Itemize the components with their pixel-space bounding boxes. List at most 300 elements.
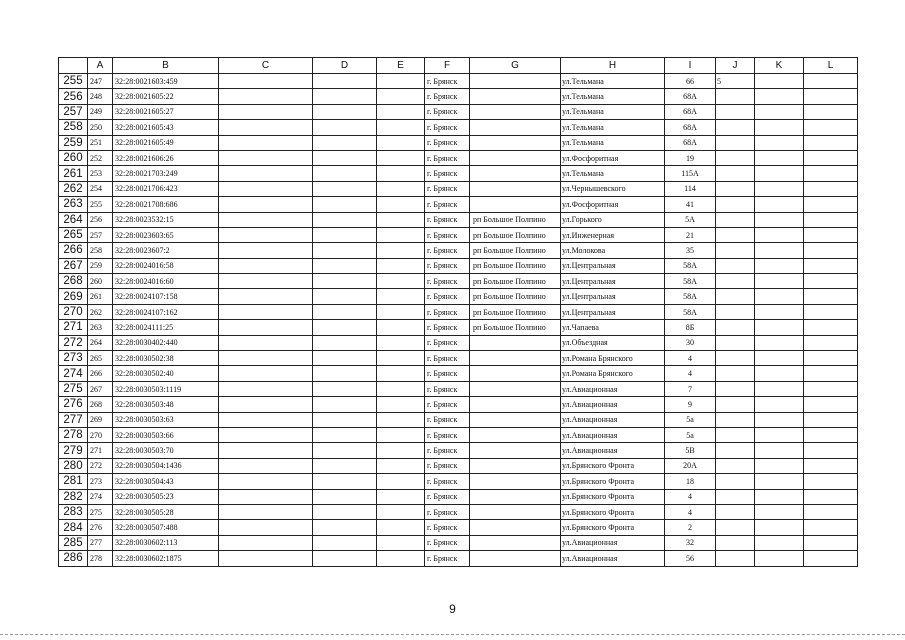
row-number[interactable]: 277 bbox=[59, 412, 88, 427]
row-number[interactable]: 262 bbox=[59, 181, 88, 196]
cell-l[interactable] bbox=[804, 535, 858, 550]
cell-f-city[interactable]: г. Брянск bbox=[425, 443, 470, 458]
cell-h-street[interactable]: ул.Тельмана bbox=[561, 120, 665, 135]
cell-f-city[interactable]: г. Брянск bbox=[425, 458, 470, 473]
cell-j[interactable] bbox=[716, 227, 755, 242]
cell-g-settlement[interactable] bbox=[470, 474, 561, 489]
row-number[interactable]: 271 bbox=[59, 320, 88, 335]
cell-k[interactable] bbox=[755, 427, 804, 442]
cell-j[interactable]: 5 bbox=[716, 74, 755, 89]
cell-c[interactable] bbox=[219, 104, 313, 119]
cell-d[interactable] bbox=[313, 351, 377, 366]
cell-i-house[interactable]: 5В bbox=[665, 443, 716, 458]
cell-k[interactable] bbox=[755, 381, 804, 396]
cell-g-settlement[interactable]: рп Большое Полпино bbox=[470, 212, 561, 227]
cell-k[interactable] bbox=[755, 212, 804, 227]
cell-k[interactable] bbox=[755, 551, 804, 566]
cell-e[interactable] bbox=[377, 243, 425, 258]
cell-e[interactable] bbox=[377, 166, 425, 181]
cell-a[interactable]: 255 bbox=[88, 197, 113, 212]
cell-a[interactable]: 256 bbox=[88, 212, 113, 227]
cell-a[interactable]: 271 bbox=[88, 443, 113, 458]
cell-c[interactable] bbox=[219, 150, 313, 165]
cell-k[interactable] bbox=[755, 243, 804, 258]
cell-l[interactable] bbox=[804, 104, 858, 119]
cell-j[interactable] bbox=[716, 212, 755, 227]
cell-l[interactable] bbox=[804, 120, 858, 135]
cell-j[interactable] bbox=[716, 104, 755, 119]
cell-c[interactable] bbox=[219, 227, 313, 242]
cell-k[interactable] bbox=[755, 366, 804, 381]
cell-d[interactable] bbox=[313, 458, 377, 473]
cell-a[interactable]: 265 bbox=[88, 351, 113, 366]
cell-g-settlement[interactable]: рп Большое Полпино bbox=[470, 320, 561, 335]
cell-k[interactable] bbox=[755, 474, 804, 489]
row-number[interactable]: 265 bbox=[59, 227, 88, 242]
cell-c[interactable] bbox=[219, 489, 313, 504]
cell-l[interactable] bbox=[804, 89, 858, 104]
cell-a[interactable]: 249 bbox=[88, 104, 113, 119]
cell-i-house[interactable]: 115А bbox=[665, 166, 716, 181]
cell-d[interactable] bbox=[313, 535, 377, 550]
cell-k[interactable] bbox=[755, 120, 804, 135]
cell-a[interactable]: 260 bbox=[88, 274, 113, 289]
cell-k[interactable] bbox=[755, 397, 804, 412]
cell-b-cadastral-number[interactable]: 32:28:0030503:70 bbox=[113, 443, 219, 458]
cell-i-house[interactable]: 68А bbox=[665, 104, 716, 119]
cell-i-house[interactable]: 68А bbox=[665, 89, 716, 104]
cell-c[interactable] bbox=[219, 427, 313, 442]
cell-d[interactable] bbox=[313, 166, 377, 181]
cell-k[interactable] bbox=[755, 458, 804, 473]
cell-i-house[interactable]: 41 bbox=[665, 197, 716, 212]
cell-l[interactable] bbox=[804, 474, 858, 489]
cell-d[interactable] bbox=[313, 197, 377, 212]
cell-k[interactable] bbox=[755, 166, 804, 181]
cell-b-cadastral-number[interactable]: 32:28:0021605:43 bbox=[113, 120, 219, 135]
cell-k[interactable] bbox=[755, 520, 804, 535]
cell-h-street[interactable]: ул.Центральная bbox=[561, 289, 665, 304]
cell-e[interactable] bbox=[377, 212, 425, 227]
cell-c[interactable] bbox=[219, 520, 313, 535]
cell-a[interactable]: 275 bbox=[88, 504, 113, 519]
cell-j[interactable] bbox=[716, 197, 755, 212]
cell-a[interactable]: 272 bbox=[88, 458, 113, 473]
column-header-l[interactable]: L bbox=[804, 58, 858, 74]
cell-k[interactable] bbox=[755, 335, 804, 350]
cell-h-street[interactable]: ул.Молокова bbox=[561, 243, 665, 258]
row-number[interactable]: 261 bbox=[59, 166, 88, 181]
cell-g-settlement[interactable] bbox=[470, 120, 561, 135]
cell-f-city[interactable]: г. Брянск bbox=[425, 304, 470, 319]
cell-e[interactable] bbox=[377, 551, 425, 566]
cell-j[interactable] bbox=[716, 89, 755, 104]
cell-b-cadastral-number[interactable]: 32:28:0021703:249 bbox=[113, 166, 219, 181]
cell-c[interactable] bbox=[219, 197, 313, 212]
cell-d[interactable] bbox=[313, 258, 377, 273]
cell-l[interactable] bbox=[804, 135, 858, 150]
cell-d[interactable] bbox=[313, 335, 377, 350]
cell-l[interactable] bbox=[804, 489, 858, 504]
cell-e[interactable] bbox=[377, 104, 425, 119]
cell-d[interactable] bbox=[313, 504, 377, 519]
cell-g-settlement[interactable] bbox=[470, 412, 561, 427]
column-header-h[interactable]: H bbox=[561, 58, 665, 74]
cell-g-settlement[interactable]: рп Большое Полпино bbox=[470, 289, 561, 304]
cell-c[interactable] bbox=[219, 212, 313, 227]
cell-e[interactable] bbox=[377, 289, 425, 304]
cell-e[interactable] bbox=[377, 227, 425, 242]
cell-a[interactable]: 263 bbox=[88, 320, 113, 335]
cell-b-cadastral-number[interactable]: 32:28:0024107:162 bbox=[113, 304, 219, 319]
row-number[interactable]: 285 bbox=[59, 535, 88, 550]
cell-b-cadastral-number[interactable]: 32:28:0030503:66 bbox=[113, 427, 219, 442]
cell-g-settlement[interactable] bbox=[470, 104, 561, 119]
cell-g-settlement[interactable] bbox=[470, 427, 561, 442]
cell-i-house[interactable]: 66 bbox=[665, 74, 716, 89]
cell-a[interactable]: 266 bbox=[88, 366, 113, 381]
cell-i-house[interactable]: 18 bbox=[665, 474, 716, 489]
cell-e[interactable] bbox=[377, 397, 425, 412]
cell-j[interactable] bbox=[716, 274, 755, 289]
cell-e[interactable] bbox=[377, 381, 425, 396]
cell-a[interactable]: 276 bbox=[88, 520, 113, 535]
cell-f-city[interactable]: г. Брянск bbox=[425, 474, 470, 489]
cell-a[interactable]: 268 bbox=[88, 397, 113, 412]
cell-g-settlement[interactable] bbox=[470, 381, 561, 396]
cell-k[interactable] bbox=[755, 351, 804, 366]
row-number[interactable]: 268 bbox=[59, 274, 88, 289]
cell-k[interactable] bbox=[755, 412, 804, 427]
column-header-b[interactable]: B bbox=[113, 58, 219, 74]
cell-l[interactable] bbox=[804, 258, 858, 273]
cell-b-cadastral-number[interactable]: 32:28:0030602:113 bbox=[113, 535, 219, 550]
row-number[interactable]: 275 bbox=[59, 381, 88, 396]
cell-g-settlement[interactable]: рп Большое Полпино bbox=[470, 274, 561, 289]
cell-i-house[interactable]: 7 bbox=[665, 381, 716, 396]
cell-h-street[interactable]: ул.Фосфоритная bbox=[561, 197, 665, 212]
cell-e[interactable] bbox=[377, 181, 425, 196]
cell-f-city[interactable]: г. Брянск bbox=[425, 120, 470, 135]
cell-c[interactable] bbox=[219, 274, 313, 289]
cell-b-cadastral-number[interactable]: 32:28:0024107:158 bbox=[113, 289, 219, 304]
row-number[interactable]: 274 bbox=[59, 366, 88, 381]
cell-f-city[interactable]: г. Брянск bbox=[425, 489, 470, 504]
cell-b-cadastral-number[interactable]: 32:28:0024016:58 bbox=[113, 258, 219, 273]
cell-b-cadastral-number[interactable]: 32:28:0021605:22 bbox=[113, 89, 219, 104]
cell-f-city[interactable]: г. Брянск bbox=[425, 427, 470, 442]
cell-l[interactable] bbox=[804, 351, 858, 366]
cell-l[interactable] bbox=[804, 197, 858, 212]
cell-k[interactable] bbox=[755, 320, 804, 335]
cell-d[interactable] bbox=[313, 427, 377, 442]
cell-k[interactable] bbox=[755, 197, 804, 212]
row-number[interactable]: 263 bbox=[59, 197, 88, 212]
cell-a[interactable]: 259 bbox=[88, 258, 113, 273]
column-header-d[interactable]: D bbox=[313, 58, 377, 74]
cell-c[interactable] bbox=[219, 258, 313, 273]
row-number[interactable]: 282 bbox=[59, 489, 88, 504]
cell-d[interactable] bbox=[313, 150, 377, 165]
cell-l[interactable] bbox=[804, 397, 858, 412]
cell-g-settlement[interactable] bbox=[470, 458, 561, 473]
cell-d[interactable] bbox=[313, 212, 377, 227]
cell-l[interactable] bbox=[804, 443, 858, 458]
cell-d[interactable] bbox=[313, 397, 377, 412]
cell-c[interactable] bbox=[219, 458, 313, 473]
cell-l[interactable] bbox=[804, 212, 858, 227]
cell-h-street[interactable]: ул.Брянского Фронта bbox=[561, 458, 665, 473]
cell-l[interactable] bbox=[804, 150, 858, 165]
cell-j[interactable] bbox=[716, 427, 755, 442]
cell-j[interactable] bbox=[716, 120, 755, 135]
cell-i-house[interactable]: 2 bbox=[665, 520, 716, 535]
cell-b-cadastral-number[interactable]: 32:28:0024016:60 bbox=[113, 274, 219, 289]
cell-j[interactable] bbox=[716, 351, 755, 366]
cell-j[interactable] bbox=[716, 150, 755, 165]
cell-b-cadastral-number[interactable]: 32:28:0023603:65 bbox=[113, 227, 219, 242]
cell-i-house[interactable]: 5а bbox=[665, 412, 716, 427]
row-number[interactable]: 279 bbox=[59, 443, 88, 458]
row-number[interactable]: 258 bbox=[59, 120, 88, 135]
cell-i-house[interactable]: 4 bbox=[665, 366, 716, 381]
cell-i-house[interactable]: 68А bbox=[665, 135, 716, 150]
cell-f-city[interactable]: г. Брянск bbox=[425, 535, 470, 550]
cell-l[interactable] bbox=[804, 520, 858, 535]
cell-c[interactable] bbox=[219, 504, 313, 519]
cell-c[interactable] bbox=[219, 335, 313, 350]
cell-d[interactable] bbox=[313, 551, 377, 566]
cell-c[interactable] bbox=[219, 397, 313, 412]
cell-k[interactable] bbox=[755, 289, 804, 304]
cell-c[interactable] bbox=[219, 551, 313, 566]
cell-h-street[interactable]: ул.Тельмана bbox=[561, 104, 665, 119]
cell-j[interactable] bbox=[716, 397, 755, 412]
cell-h-street[interactable]: ул.Чапаева bbox=[561, 320, 665, 335]
cell-h-street[interactable]: ул.Центральная bbox=[561, 274, 665, 289]
row-number[interactable]: 257 bbox=[59, 104, 88, 119]
cell-h-street[interactable]: ул.Романа Брянского bbox=[561, 366, 665, 381]
cell-g-settlement[interactable] bbox=[470, 74, 561, 89]
cell-h-street[interactable]: ул.Романа Брянского bbox=[561, 351, 665, 366]
cell-b-cadastral-number[interactable]: 32:28:0030502:38 bbox=[113, 351, 219, 366]
cell-g-settlement[interactable] bbox=[470, 197, 561, 212]
cell-h-street[interactable]: ул.Авиационная bbox=[561, 535, 665, 550]
row-number[interactable]: 269 bbox=[59, 289, 88, 304]
column-header-a[interactable]: A bbox=[88, 58, 113, 74]
cell-f-city[interactable]: г. Брянск bbox=[425, 181, 470, 196]
cell-f-city[interactable]: г. Брянск bbox=[425, 150, 470, 165]
cell-f-city[interactable]: г. Брянск bbox=[425, 258, 470, 273]
cell-f-city[interactable]: г. Брянск bbox=[425, 135, 470, 150]
cell-a[interactable]: 270 bbox=[88, 427, 113, 442]
cell-k[interactable] bbox=[755, 89, 804, 104]
cell-d[interactable] bbox=[313, 135, 377, 150]
cell-d[interactable] bbox=[313, 474, 377, 489]
cell-d[interactable] bbox=[313, 274, 377, 289]
cell-f-city[interactable]: г. Брянск bbox=[425, 397, 470, 412]
row-number[interactable]: 280 bbox=[59, 458, 88, 473]
cell-c[interactable] bbox=[219, 289, 313, 304]
cell-h-street[interactable]: ул.Авиационная bbox=[561, 551, 665, 566]
cell-j[interactable] bbox=[716, 474, 755, 489]
cell-e[interactable] bbox=[377, 412, 425, 427]
cell-f-city[interactable]: г. Брянск bbox=[425, 212, 470, 227]
cell-h-street[interactable]: ул.Центральная bbox=[561, 304, 665, 319]
cell-e[interactable] bbox=[377, 366, 425, 381]
column-header-f[interactable]: F bbox=[425, 58, 470, 74]
cell-f-city[interactable]: г. Брянск bbox=[425, 412, 470, 427]
cell-f-city[interactable]: г. Брянск bbox=[425, 320, 470, 335]
cell-k[interactable] bbox=[755, 135, 804, 150]
row-number[interactable]: 259 bbox=[59, 135, 88, 150]
row-number[interactable]: 270 bbox=[59, 304, 88, 319]
cell-d[interactable] bbox=[313, 443, 377, 458]
cell-h-street[interactable]: ул.Авиационная bbox=[561, 443, 665, 458]
cell-e[interactable] bbox=[377, 120, 425, 135]
cell-d[interactable] bbox=[313, 366, 377, 381]
cell-g-settlement[interactable] bbox=[470, 443, 561, 458]
cell-b-cadastral-number[interactable]: 32:28:0030602:1875 bbox=[113, 551, 219, 566]
cell-d[interactable] bbox=[313, 120, 377, 135]
cell-i-house[interactable]: 5а bbox=[665, 427, 716, 442]
cell-d[interactable] bbox=[313, 381, 377, 396]
cell-a[interactable]: 264 bbox=[88, 335, 113, 350]
cell-l[interactable] bbox=[804, 274, 858, 289]
cell-f-city[interactable]: г. Брянск bbox=[425, 74, 470, 89]
cell-g-settlement[interactable] bbox=[470, 89, 561, 104]
cell-k[interactable] bbox=[755, 304, 804, 319]
cell-b-cadastral-number[interactable]: 32:28:0030503:63 bbox=[113, 412, 219, 427]
cell-e[interactable] bbox=[377, 458, 425, 473]
cell-a[interactable]: 253 bbox=[88, 166, 113, 181]
cell-g-settlement[interactable] bbox=[470, 551, 561, 566]
cell-g-settlement[interactable] bbox=[470, 150, 561, 165]
cell-g-settlement[interactable] bbox=[470, 397, 561, 412]
cell-j[interactable] bbox=[716, 181, 755, 196]
cell-b-cadastral-number[interactable]: 32:28:0030502:40 bbox=[113, 366, 219, 381]
cell-l[interactable] bbox=[804, 412, 858, 427]
column-header-c[interactable]: C bbox=[219, 58, 313, 74]
cell-f-city[interactable]: г. Брянск bbox=[425, 335, 470, 350]
row-number[interactable]: 264 bbox=[59, 212, 88, 227]
cell-l[interactable] bbox=[804, 181, 858, 196]
cell-a[interactable]: 251 bbox=[88, 135, 113, 150]
cell-h-street[interactable]: ул.Центральная bbox=[561, 258, 665, 273]
cell-i-house[interactable]: 4 bbox=[665, 351, 716, 366]
cell-h-street[interactable]: ул.Горького bbox=[561, 212, 665, 227]
cell-d[interactable] bbox=[313, 289, 377, 304]
row-number[interactable]: 286 bbox=[59, 551, 88, 566]
row-number[interactable]: 272 bbox=[59, 335, 88, 350]
cell-h-street[interactable]: ул.Брянского Фронта bbox=[561, 520, 665, 535]
cell-a[interactable]: 252 bbox=[88, 150, 113, 165]
cell-j[interactable] bbox=[716, 535, 755, 550]
row-number[interactable]: 278 bbox=[59, 427, 88, 442]
cell-e[interactable] bbox=[377, 320, 425, 335]
cell-j[interactable] bbox=[716, 381, 755, 396]
cell-b-cadastral-number[interactable]: 32:28:0030503:1119 bbox=[113, 381, 219, 396]
cell-e[interactable] bbox=[377, 535, 425, 550]
cell-b-cadastral-number[interactable]: 32:28:0030505:23 bbox=[113, 489, 219, 504]
cell-k[interactable] bbox=[755, 258, 804, 273]
cell-a[interactable]: 248 bbox=[88, 89, 113, 104]
cell-h-street[interactable]: ул.Фосфоритная bbox=[561, 150, 665, 165]
cell-d[interactable] bbox=[313, 520, 377, 535]
cell-b-cadastral-number[interactable]: 32:28:0030402:440 bbox=[113, 335, 219, 350]
cell-j[interactable] bbox=[716, 166, 755, 181]
cell-j[interactable] bbox=[716, 335, 755, 350]
cell-i-house[interactable]: 9 bbox=[665, 397, 716, 412]
cell-h-street[interactable]: ул.Авиационная bbox=[561, 427, 665, 442]
cell-h-street[interactable]: ул.Авиационная bbox=[561, 397, 665, 412]
cell-b-cadastral-number[interactable]: 32:28:0030504:43 bbox=[113, 474, 219, 489]
cell-e[interactable] bbox=[377, 520, 425, 535]
cell-a[interactable]: 262 bbox=[88, 304, 113, 319]
row-number[interactable]: 284 bbox=[59, 520, 88, 535]
cell-k[interactable] bbox=[755, 274, 804, 289]
cell-f-city[interactable]: г. Брянск bbox=[425, 351, 470, 366]
cell-a[interactable]: 274 bbox=[88, 489, 113, 504]
cell-g-settlement[interactable] bbox=[470, 166, 561, 181]
cell-e[interactable] bbox=[377, 74, 425, 89]
cell-c[interactable] bbox=[219, 120, 313, 135]
cell-f-city[interactable]: г. Брянск bbox=[425, 89, 470, 104]
cell-f-city[interactable]: г. Брянск bbox=[425, 166, 470, 181]
cell-i-house[interactable]: 21 bbox=[665, 227, 716, 242]
cell-a[interactable]: 250 bbox=[88, 120, 113, 135]
cell-b-cadastral-number[interactable]: 32:28:0021708:686 bbox=[113, 197, 219, 212]
cell-f-city[interactable]: г. Брянск bbox=[425, 381, 470, 396]
row-number[interactable]: 276 bbox=[59, 397, 88, 412]
cell-a[interactable]: 273 bbox=[88, 474, 113, 489]
cell-a[interactable]: 277 bbox=[88, 535, 113, 550]
cell-h-street[interactable]: ул.Брянского Фронта bbox=[561, 504, 665, 519]
cell-k[interactable] bbox=[755, 227, 804, 242]
cell-b-cadastral-number[interactable]: 32:28:0024111:25 bbox=[113, 320, 219, 335]
cell-d[interactable] bbox=[313, 227, 377, 242]
cell-k[interactable] bbox=[755, 489, 804, 504]
cell-c[interactable] bbox=[219, 474, 313, 489]
cell-k[interactable] bbox=[755, 150, 804, 165]
cell-l[interactable] bbox=[804, 551, 858, 566]
cell-g-settlement[interactable] bbox=[470, 135, 561, 150]
cell-h-street[interactable]: ул.Тельмана bbox=[561, 166, 665, 181]
cell-i-house[interactable]: 68А bbox=[665, 120, 716, 135]
cell-i-house[interactable]: 20А bbox=[665, 458, 716, 473]
cell-e[interactable] bbox=[377, 489, 425, 504]
cell-j[interactable] bbox=[716, 258, 755, 273]
cell-g-settlement[interactable]: рп Большое Полпино bbox=[470, 258, 561, 273]
cell-e[interactable] bbox=[377, 304, 425, 319]
cell-a[interactable]: 258 bbox=[88, 243, 113, 258]
cell-a[interactable]: 261 bbox=[88, 289, 113, 304]
cell-b-cadastral-number[interactable]: 32:28:0021706:423 bbox=[113, 181, 219, 196]
cell-k[interactable] bbox=[755, 104, 804, 119]
cell-i-house[interactable]: 58А bbox=[665, 258, 716, 273]
cell-f-city[interactable]: г. Брянск bbox=[425, 274, 470, 289]
cell-g-settlement[interactable] bbox=[470, 535, 561, 550]
cell-g-settlement[interactable] bbox=[470, 351, 561, 366]
cell-f-city[interactable]: г. Брянск bbox=[425, 197, 470, 212]
cell-b-cadastral-number[interactable]: 32:28:0030504:1436 bbox=[113, 458, 219, 473]
row-number[interactable]: 267 bbox=[59, 258, 88, 273]
cell-g-settlement[interactable] bbox=[470, 335, 561, 350]
cell-e[interactable] bbox=[377, 150, 425, 165]
cell-j[interactable] bbox=[716, 320, 755, 335]
cell-c[interactable] bbox=[219, 243, 313, 258]
cell-b-cadastral-number[interactable]: 32:28:0023532:15 bbox=[113, 212, 219, 227]
